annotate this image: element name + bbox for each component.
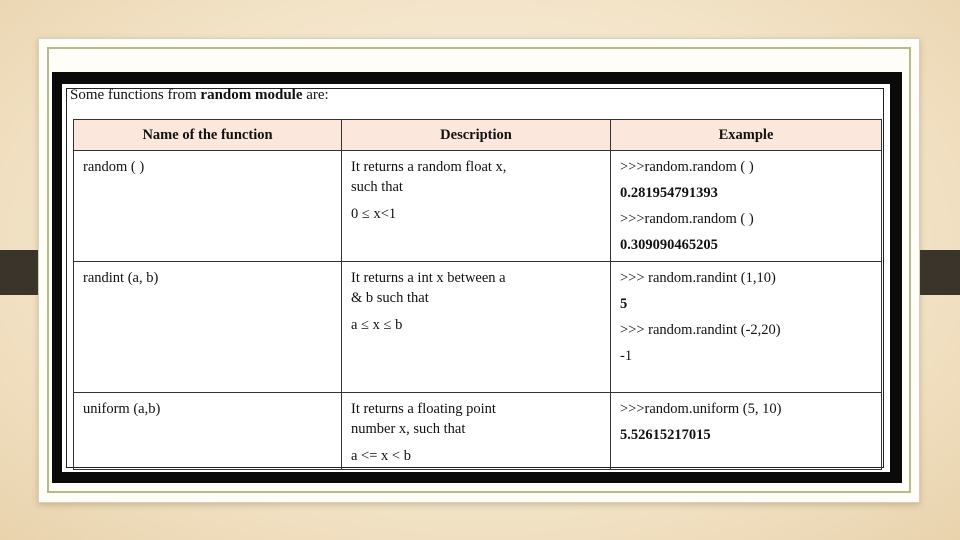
header-description: Description bbox=[342, 120, 611, 151]
condition-text: a ≤ x ≤ b bbox=[351, 317, 403, 333]
example-line: >>> random.randint (1,10) bbox=[620, 270, 776, 286]
description-cell bbox=[342, 393, 611, 470]
condition-text: a <= x < b bbox=[351, 448, 411, 464]
document-image bbox=[62, 84, 890, 472]
description-line: such that bbox=[351, 179, 403, 195]
description-cell bbox=[342, 151, 611, 262]
description-line: & b such that bbox=[351, 290, 429, 306]
example-line: >>> random.randint (-2,20) bbox=[620, 322, 781, 338]
function-name-cell: random ( ) bbox=[74, 151, 342, 262]
example-cell bbox=[611, 393, 882, 470]
intro-suffix: are: bbox=[302, 87, 329, 103]
intro-text bbox=[70, 87, 329, 104]
example-output: 0.309090465205 bbox=[620, 237, 718, 253]
description-cell bbox=[342, 262, 611, 393]
function-name-cell: randint (a, b) bbox=[74, 262, 342, 393]
example-line: >>>random.random ( ) bbox=[620, 211, 754, 227]
description-line: It returns a floating point bbox=[351, 401, 496, 417]
example-line: >>>random.uniform (5, 10) bbox=[620, 401, 782, 417]
function-name-cell: uniform (a,b) bbox=[74, 393, 342, 470]
example-output: -1 bbox=[620, 348, 633, 364]
example-output: 5 bbox=[620, 296, 628, 312]
table-row-randint bbox=[74, 262, 882, 393]
example-line: >>>random.random ( ) bbox=[620, 159, 754, 175]
example-output: 0.281954791393 bbox=[620, 185, 718, 201]
description-line: It returns a int x between a bbox=[351, 270, 506, 286]
table-row-uniform bbox=[74, 393, 882, 470]
intro-prefix: Some functions from bbox=[70, 87, 201, 103]
intro-bold: random module bbox=[200, 87, 303, 103]
description-line: It returns a random float x, bbox=[351, 159, 507, 175]
example-cell bbox=[611, 151, 882, 262]
header-example: Example bbox=[611, 120, 882, 151]
example-cell bbox=[611, 262, 882, 393]
description-line: number x, such that bbox=[351, 421, 466, 437]
table-header-row bbox=[74, 120, 882, 151]
table-row-random bbox=[74, 151, 882, 262]
example-output: 5.52615217015 bbox=[620, 427, 711, 443]
functions-table bbox=[73, 119, 882, 470]
condition-text: 0 ≤ x<1 bbox=[351, 206, 397, 222]
header-function-name: Name of the function bbox=[74, 120, 342, 151]
